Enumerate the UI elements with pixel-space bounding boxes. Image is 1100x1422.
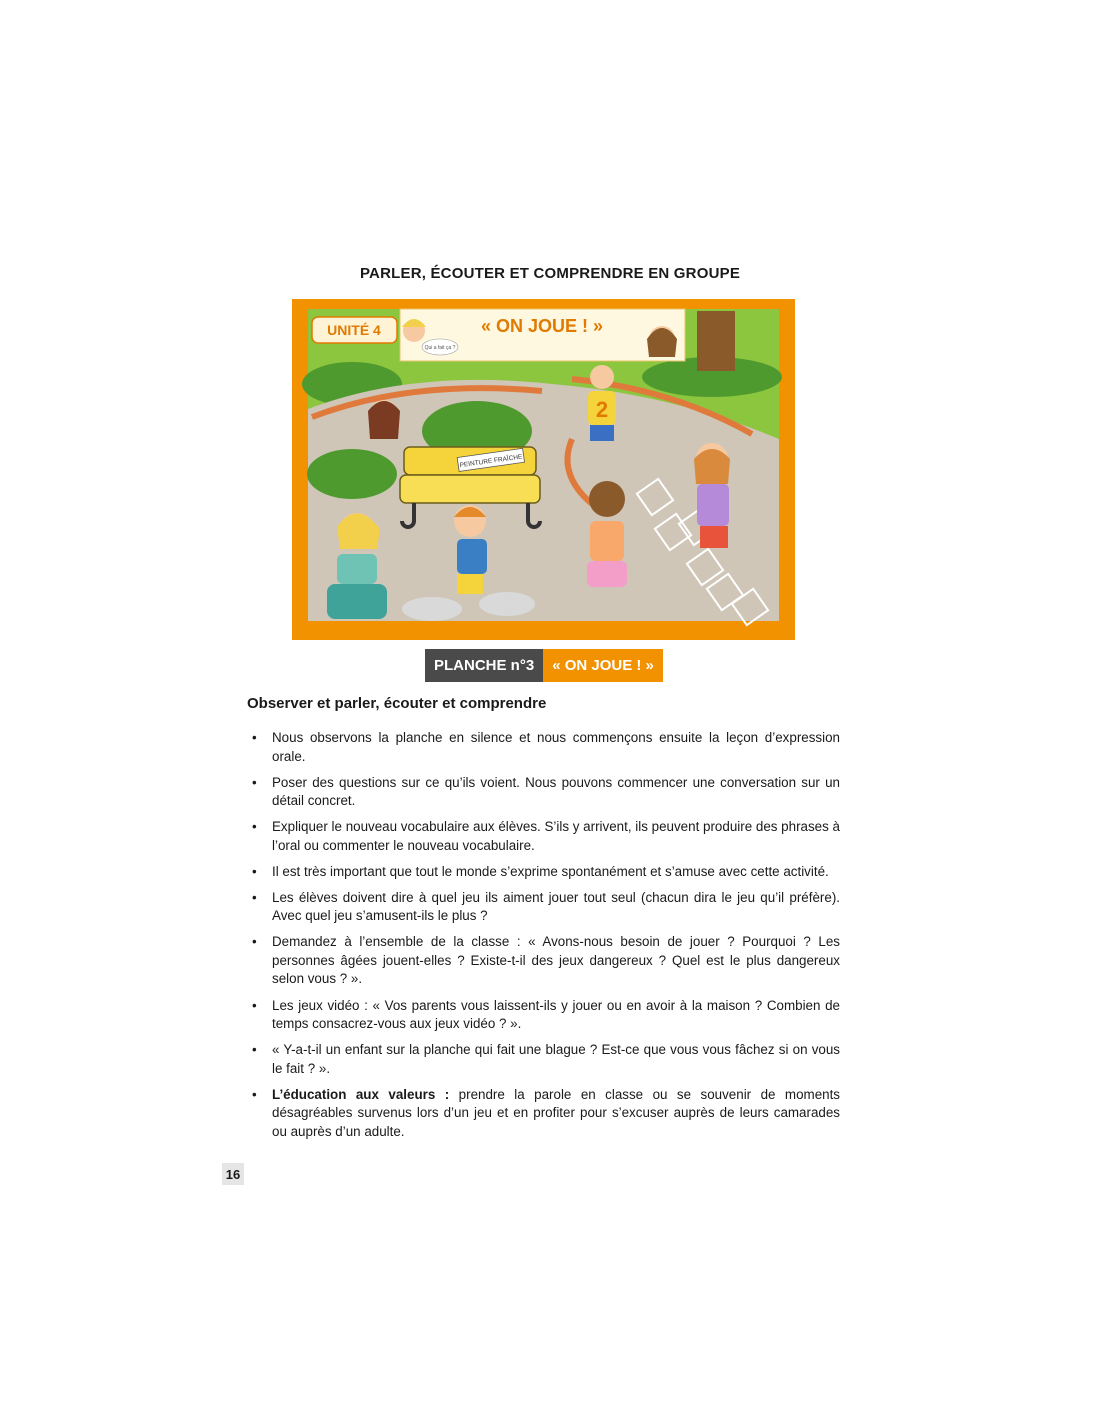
page-number: 16: [222, 1163, 244, 1185]
list-item: • Nous observons la planche en silence et nous commençons ensuite la leçon d’expression orale.: [252, 730, 840, 764]
shirt-number: 2: [595, 397, 609, 422]
tree-trunk: [697, 311, 735, 371]
subsection-title: Observer et parler, écouter et comprendre: [247, 695, 547, 712]
section-title: PARLER, ÉCOUTER ET COMPRENDRE EN GROUPE: [359, 265, 741, 282]
list-item: • Poser des questions sur ce qu’ils voient. Nous pouvons commencer une conversation sur un détail concret.: [252, 774, 840, 809]
list-item: • Demandez à l’ensemble de la classe : « Avons-nous besoin de jouer ? Pourquoi ? Les personnes âgées jouent-elles ? Existe-t-il des jeux dangereux ? Quel est le plus dangereux selon vous ? ».: [252, 934, 840, 987]
planche-number: PLANCHE n°3: [425, 649, 543, 682]
bullet-list: [248, 729, 840, 1149]
child-girl-left: [368, 400, 400, 439]
unit-label: UNITÉ 4: [327, 322, 381, 338]
list-item: • Expliquer le nouveau vocabulaire aux élèves. S’ils y arrivent, ils peuvent produire des phrases à l’oral ou commenter le nouveau vocabulaire.: [252, 819, 840, 853]
child-girl-running: [587, 481, 627, 587]
banner-title: « ON JOUE ! »: [480, 316, 604, 336]
child-jump-rope: [588, 365, 616, 441]
list-item: • « Y-a-t-il un enfant sur la planche qui fait une blague ? Est-ce que vous vous fâchez si on vous le fait ? ».: [252, 1042, 840, 1076]
speech-bubble: Qui a fait ça ?: [424, 345, 456, 351]
list-item: • Les jeux vidéo : « Vos parents vous laissent-ils y jouer ou en avoir à la maison ? Combien de temps consacrez-vous aux jeux vidéo ? ».: [252, 997, 840, 1032]
planche-illustration: [292, 299, 795, 640]
planche-label: [425, 649, 663, 682]
sign-text: PEINTURE FRAÎCHE: [459, 453, 523, 470]
list-item: • Il est très important que tout le monde s’exprime spontanément et s’amuse avec cette activité.: [252, 863, 829, 879]
bench-seat: [400, 475, 540, 503]
planche-title: « ON JOUE ! »: [543, 649, 663, 682]
list-item: • Les élèves doivent dire à quel jeu ils aiment jouer tout seul (chacun dira le jeu qu’il préfère). Avec quel jeu s’amusent-ils le plus ?: [252, 889, 840, 924]
list-item: • L’éducation aux valeurs : prendre la parole en classe ou se souvenir de moments désagréables survenus lors d’un jeu et en profiter pour s’excuser auprès de leurs camarades ou auprès d’un adulte.: [252, 1086, 840, 1139]
child-boy-running: [454, 505, 487, 594]
